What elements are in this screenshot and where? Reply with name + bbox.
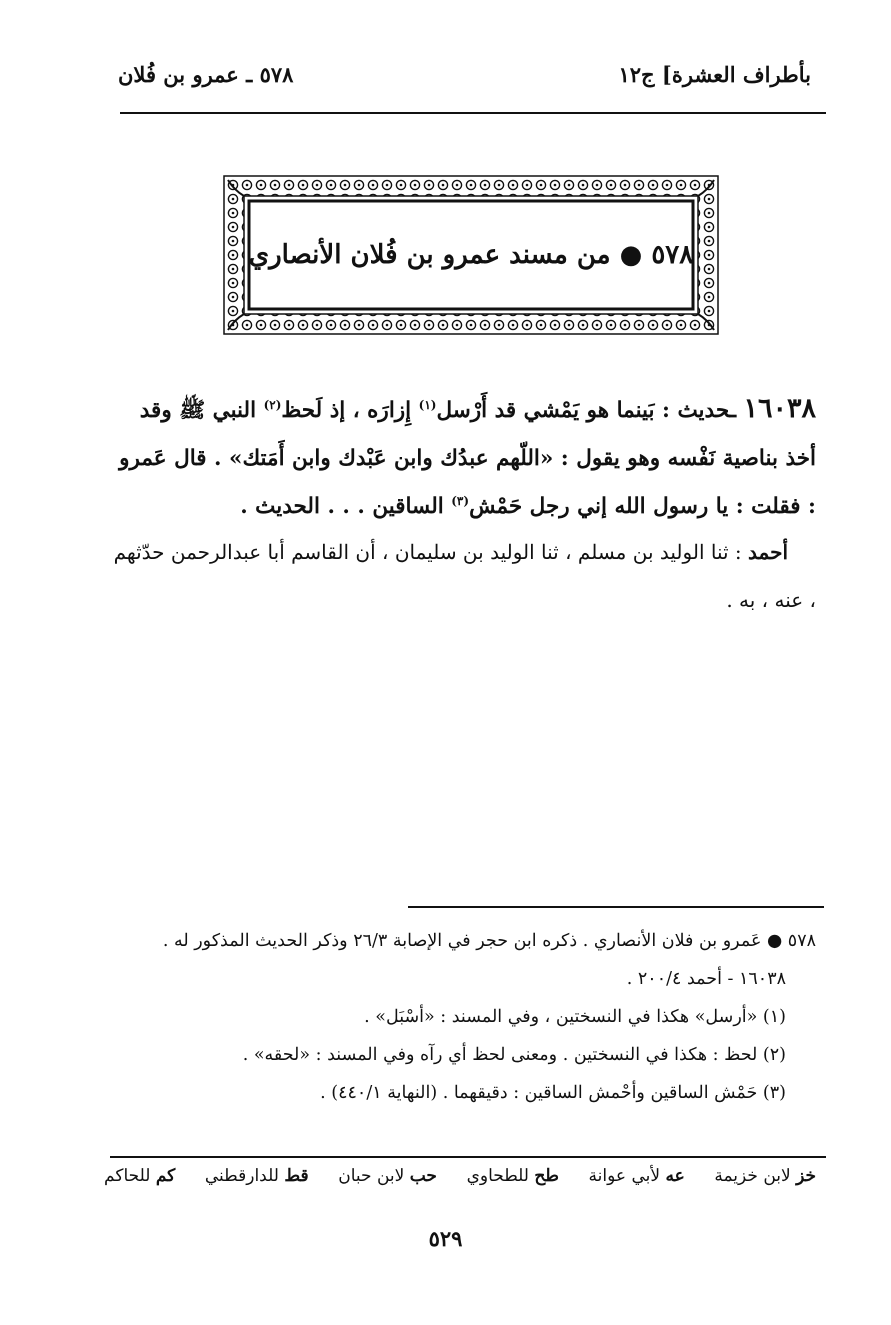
header-rule: [120, 112, 826, 114]
section-title: ٥٧٨ ● من مسند عمرو بن فُلان الأنصاري: [248, 240, 694, 270]
footnote-ref-1: (١): [418, 397, 437, 412]
abbreviation-code: طح: [534, 1166, 559, 1186]
hadith-text-part-1: بَينما هو يَمْشي قد أَرْسل: [436, 398, 655, 423]
footnote-ref-3: (٣): [451, 493, 470, 508]
section-title-frame: [222, 174, 720, 336]
abbreviation-rule: [110, 1156, 826, 1158]
abbreviation-code: قط: [284, 1166, 309, 1186]
abbreviation-name: لابن خزيمة: [714, 1166, 791, 1186]
footnotes: [106, 922, 816, 1112]
abbreviation-code: كم: [155, 1166, 176, 1186]
running-head-section: ٥٧٨ ـ عمرو بن فُلان: [118, 62, 294, 87]
abbreviation-item: [589, 1166, 685, 1196]
abbreviation-name: لأبي عوانة: [588, 1166, 661, 1186]
abbreviation-code: حب: [409, 1166, 437, 1186]
abbreviation-code: عه: [665, 1166, 685, 1186]
abbreviation-item: [338, 1166, 437, 1196]
running-head: [118, 62, 811, 98]
abbreviation-item: [714, 1166, 816, 1196]
hadith-text: [111, 385, 816, 531]
page-number: ٥٢٩: [428, 1226, 463, 1251]
footnote-source: ١٦٠٣٨ - أحمد ٢٠٠/٤ .: [626, 969, 786, 989]
footnote-3: (٣) حَمْش الساقين وأحْمش الساقين : دقيقهما . (النهاية ٤٤٠/١) .: [320, 1083, 786, 1103]
abbreviation-item: [467, 1166, 559, 1196]
abbreviation-name: للحاكم: [104, 1166, 151, 1186]
footnote-ref-2: (٢): [263, 397, 282, 412]
abbreviation-name: للدارقطني: [204, 1166, 279, 1186]
isnad-text: : ثنا الوليد بن مسلم ، ثنا الوليد بن سليمان ، أن القاسم أبا عبدالرحمن حدّثهم ، عنه ، به .: [113, 540, 816, 612]
abbreviation-code: خز: [796, 1166, 816, 1186]
hadith-text-part-3: النبي ﷺ وقد أخذ بناصية نَفْسه وهو يقول : «اللّهم عبدُك وابن عَبْدك وابن أَمَتك» . قال عَمرو : فقلت : يا رسول الله إني رجل حَمْش: [119, 398, 816, 519]
abbreviation-key: [104, 1166, 816, 1196]
abbreviation-item: [205, 1166, 309, 1196]
hadith-label: ـحديث :: [654, 398, 744, 423]
abbreviation-name: للطحاوي: [466, 1166, 529, 1186]
abbreviation-name: لابن حبان: [338, 1166, 405, 1186]
footnote-rule: [408, 906, 824, 908]
footnote-biography: ٥٧٨ ● عَمرو بن فلان الأنصاري . ذكره ابن حجر في الإصابة ٢٦/٣ وذكر الحديث المذكور له .: [162, 931, 816, 951]
footnote-1: (١) «أرسل» هكذا في النسختين ، وفي المسند : «أسْبَل» .: [364, 1007, 786, 1027]
hadith-text-part-2: إِزارَه ، إذ لَحظ: [281, 398, 419, 423]
abbreviation-item: [104, 1166, 175, 1196]
running-head-book: بأطراف العشرة] ج١٢: [618, 62, 811, 87]
isnad-paragraph: [111, 528, 816, 624]
isnad-source: أحمد: [748, 540, 788, 564]
hadith-number: ١٦٠٣٨: [743, 393, 816, 424]
hadith-text-part-4: الساقين . . . الحديث .: [240, 494, 452, 519]
footnote-2: (٢) لحظ : هكذا في النسختين . ومعنى لحظ أي رآه وفي المسند : «لحقه» .: [242, 1045, 786, 1065]
